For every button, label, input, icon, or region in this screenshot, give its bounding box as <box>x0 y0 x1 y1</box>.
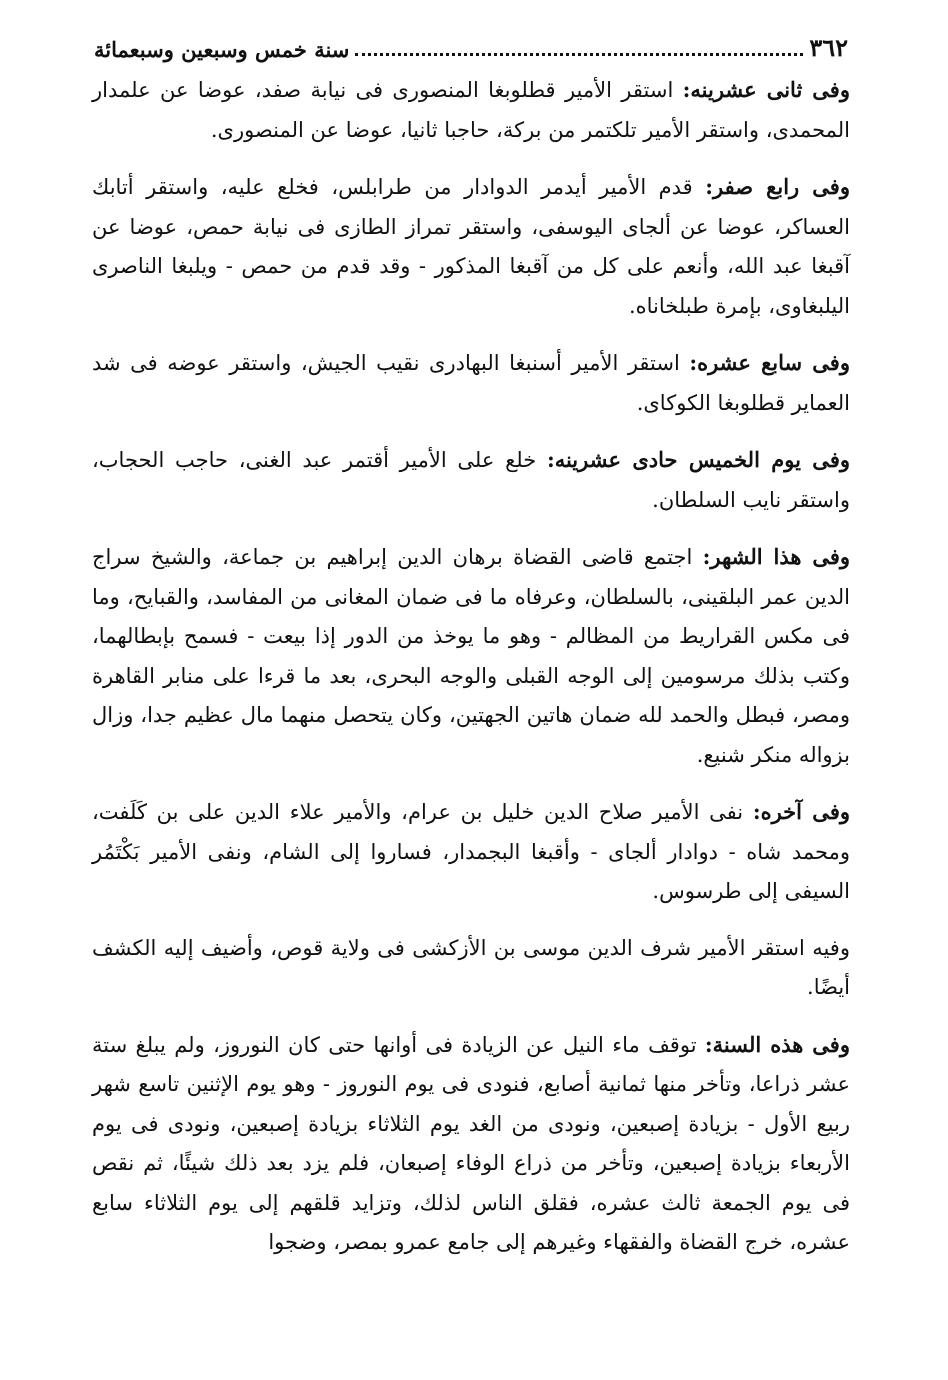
paragraph <box>92 343 850 423</box>
paragraph-lead: وفى هذه السنة: <box>704 1031 850 1057</box>
paragraph-text: وفيه استقر الأمير شرف الدين موسى بن الأزكشى فى ولاية قوص، وأضيف إليه الكشف أيضًا. <box>92 935 850 999</box>
paragraph-text: نفى الأمير صلاح الدين خليل بن عرام، والأمير علاء الدين على بن كَلَفت، ومحمد شاه - دوادار ألجاى - وأقبغا البجمدار، فساروا إلى الشام، ونفى الأمير بَكْتَمُر السيفى إلى طرسوس. <box>92 800 850 903</box>
running-title: سنة خمس وسبعين وسبعمائة <box>94 37 350 62</box>
paragraph-text: خلع على الأمير أقتمر عبد الغنى، حاجب الحجاب، واستقر نايب السلطان. <box>92 448 850 512</box>
paragraph-lead: وفى آخره: <box>752 799 850 824</box>
page-number: ٣٦٢ <box>809 33 848 62</box>
paragraph <box>92 70 850 150</box>
paragraph-text: توقف ماء النيل عن الزيادة فى أوانها حتى كان النوروز، ولم يبلغ ستة عشر ذراعا، وتأخر منها ثمانية أصابع، فنودى فى يوم النوروز - وهو يوم الإثنين تاسع شهر ربيع الأول - بزيادة إصبعين، ونودى من الغد يوم الثلاثاء بزيادة إصبعين، ونودى فى يوم الأربعاء بزيادة إصبعين، وتأخر من ذراع الوفاء إصبعان، فلم يزد بعد ذلك شيئًا، ثم نقص فى يوم الجمعة ثالث عشره، فقلق الناس لذلك، وتزايد قلقهم إلى يوم الثلاثاء سابع عشره، خرج القضاة والفقهاء وغيرهم إلى جامع عمرو بمصر، وضجوا <box>92 1032 850 1254</box>
paragraph-lead: وفى يوم الخميس حادى عشرينه: <box>546 447 850 472</box>
paragraph-lead: وفى ثانى عشرينه: <box>682 77 850 102</box>
paragraph <box>92 537 850 775</box>
header-dotted-leader <box>355 49 803 56</box>
paragraph-text: استقر الأمير أسنبغا البهادرى نقيب الجيش، واستقر عوضه فى شد العماير قطلوبغا الكوكاى. <box>92 351 850 415</box>
page-header <box>94 22 848 62</box>
paragraph-lead: وفى هذا الشهر: <box>702 544 850 569</box>
paragraph <box>92 929 850 1008</box>
paragraph <box>92 440 850 520</box>
page-body <box>92 70 850 1280</box>
paragraph-text: قدم الأمير أيدمر الدوادار من طرابلس، فخلع عليه، واستقر أتابك العساكر، عوضا عن ألجاى اليوسفى، واستقر تمراز الطازى فى نيابة حمص، عوضا عن آقبغا عبد الله، وأنعم على كل من آقبغا المذكور - وقد قدم من حمص - ويلبغا الناصرى اليلبغاوى، بإمرة طبلخاناه. <box>92 175 850 318</box>
paragraph <box>92 167 850 326</box>
paragraph-lead: وفى سابع عشره: <box>689 350 850 375</box>
paragraph <box>92 1025 850 1263</box>
paragraph-lead: وفى رابع صفر: <box>705 174 850 199</box>
paragraph-text: اجتمع قاضى القضاة برهان الدين إبراهيم بن جماعة، والشيخ سراج الدين عمر البلقينى، بالسلطان، وعرفاه ما فى ضمان المغانى من المفاسد، والقبايح، وما فى مكس القراريط من المظالم - وهو ما يوخذ من الدور إذا بيعت - فسمح بإبطالهما، وكتب بذلك مرسومين إلى الوجه القبلى والوجه البحرى، بعد ما قرءا على منابر القاهرة ومصر، فبطل والحمد لله ضمان هاتين الجهتين، وكان يتحصل منهما مال عظيم جدا، وزال بزواله منكر شنيع. <box>92 545 850 767</box>
paragraph-text: استقر الأمير قطلوبغا المنصورى فى نيابة صفد، عوضا عن علمدار المحمدى، واستقر الأمير تلكتمر من بركة، حاجبا ثانيا، عوضا عن المنصورى. <box>92 78 850 142</box>
paragraph <box>92 792 850 912</box>
